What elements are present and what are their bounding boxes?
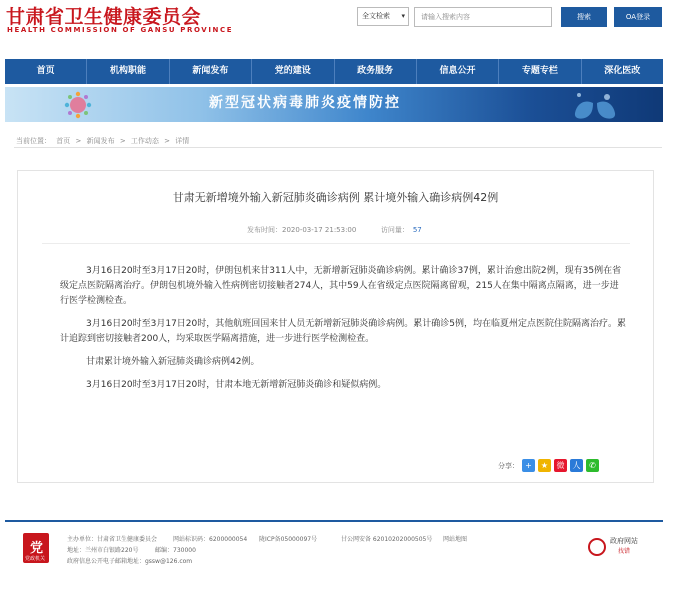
nav-item-news[interactable]: 新闻发布: [170, 59, 252, 84]
site-header: [0, 0, 696, 58]
article-paragraph: 甘肃累计境外输入新冠肺炎确诊病例42例。: [86, 357, 260, 367]
search-input[interactable]: 请输入搜索内容: [414, 7, 552, 27]
renren-icon[interactable]: 人: [570, 459, 583, 472]
article-panel: [17, 170, 654, 483]
magnifier-icon: [588, 538, 606, 556]
publish-time-value: 2020-03-17 21:53:00: [282, 226, 357, 234]
search-scope-label: 全文检索: [362, 12, 390, 20]
breadcrumb-separator: >: [75, 137, 82, 145]
footer-sitemap[interactable]: 网站地图: [443, 536, 468, 543]
party-gov-emblem-icon[interactable]: 党 党政机关: [23, 533, 49, 563]
nav-item-services[interactable]: 政务服务: [335, 59, 417, 84]
views-value: 57: [412, 226, 422, 234]
nav-item-institution[interactable]: 机构职能: [87, 59, 169, 84]
qzone-star-icon[interactable]: ★: [538, 459, 551, 472]
footer-icp[interactable]: 陇ICP备05000097号: [259, 536, 318, 543]
nav-item-disclosure[interactable]: 信息公开: [417, 59, 499, 84]
share-more-icon[interactable]: +: [522, 459, 535, 472]
footer-site-code: 网站标识码：6200000054: [173, 536, 248, 543]
breadcrumb-home[interactable]: 首页: [56, 137, 71, 145]
oa-login-button[interactable]: OA登录: [614, 7, 662, 27]
search-scope-select[interactable]: [357, 7, 409, 26]
gov-site-error-report[interactable]: [588, 536, 640, 558]
main-nav: [5, 59, 663, 84]
search-button[interactable]: 搜索: [561, 7, 607, 27]
breadcrumb-work[interactable]: 工作动态: [130, 137, 159, 145]
article-paragraph: 3月16日20时至3月17日20时，甘肃本地无新增新冠肺炎确诊和疑似病例。: [86, 380, 387, 390]
wechat-icon[interactable]: ✆: [586, 459, 599, 472]
breadcrumb-detail: 详情: [175, 137, 190, 145]
article-title: 甘肃无新增境外输入新冠肺炎确诊病例 累计境外输入确诊病例42例: [172, 191, 499, 204]
publish-time-label: 发布时间：: [247, 226, 282, 234]
virus-icon: [63, 91, 93, 119]
share-label: 分享：: [498, 461, 519, 470]
chevron-down-icon: ▾: [401, 12, 405, 20]
article-body: [60, 264, 626, 401]
footer-email: 政府信息公开电子邮箱地址：gssw@126.com: [67, 558, 193, 565]
breadcrumb-news[interactable]: 新闻发布: [86, 137, 115, 145]
covid-banner[interactable]: [5, 87, 663, 122]
emblem-label: 党政机关: [25, 556, 46, 562]
banner-title: 新型冠状病毒肺炎疫情防控: [209, 95, 401, 111]
footer-host: 主办单位：甘肃省卫生健康委员会: [67, 536, 158, 543]
article-paragraph: 3月16日20时至3月17日20时，其他航班回国来甘人员无新增新冠肺炎确诊病例。累计确诊5例，均在临夏州定点医院住院隔离治疗。累计追踪到密切接触者200人，均采取医学隔离措施，进一步进行医学检测检查。: [60, 319, 626, 344]
gov-site-label: 政府网站: [610, 537, 638, 545]
find-error-label: 找错: [618, 548, 631, 555]
breadcrumb-prefix: 当前位置：: [16, 137, 51, 145]
breadcrumb: [16, 136, 192, 146]
views-label: 访问量：: [380, 226, 409, 234]
nav-item-party[interactable]: 党的建设: [252, 59, 334, 84]
footer-address: 地址：兰州市白银路220号: [67, 547, 139, 554]
footer-zip: 邮编：730000: [155, 547, 196, 554]
breadcrumb-separator: >: [119, 137, 126, 145]
lungs-icon: [565, 89, 625, 121]
article-meta: [247, 225, 422, 235]
nav-item-reform[interactable]: 深化医改: [604, 66, 641, 76]
divider: [42, 243, 630, 244]
footer-gongan[interactable]: 甘公网安备 62010202000505号: [341, 536, 433, 543]
breadcrumb-separator: >: [164, 137, 171, 145]
article-paragraph: 3月16日20时至3月17日20时，伊朗包机来甘311人中，无新增新冠肺炎确诊病例。累计确诊37例，累计治愈出院2例，现有35例在省级定点医院隔离治疗。伊朗包机境外输入性病例密切接触者274人，其中59人在省级定点医院隔离留观，215人在集中隔离点隔离，进一步进行医学检测检查。: [60, 266, 622, 306]
share-bar: [498, 459, 599, 472]
nav-item-topics[interactable]: 专题专栏: [499, 59, 581, 84]
weibo-icon[interactable]: 微: [554, 459, 567, 472]
site-footer: [5, 522, 663, 573]
divider: [14, 147, 662, 148]
nav-item-home[interactable]: 首页: [5, 59, 87, 84]
site-title[interactable]: 甘肃省卫生健康委员会: [6, 6, 202, 28]
site-subtitle: HEALTH COMMISSION OF GANSU PROVINCE: [7, 26, 234, 34]
